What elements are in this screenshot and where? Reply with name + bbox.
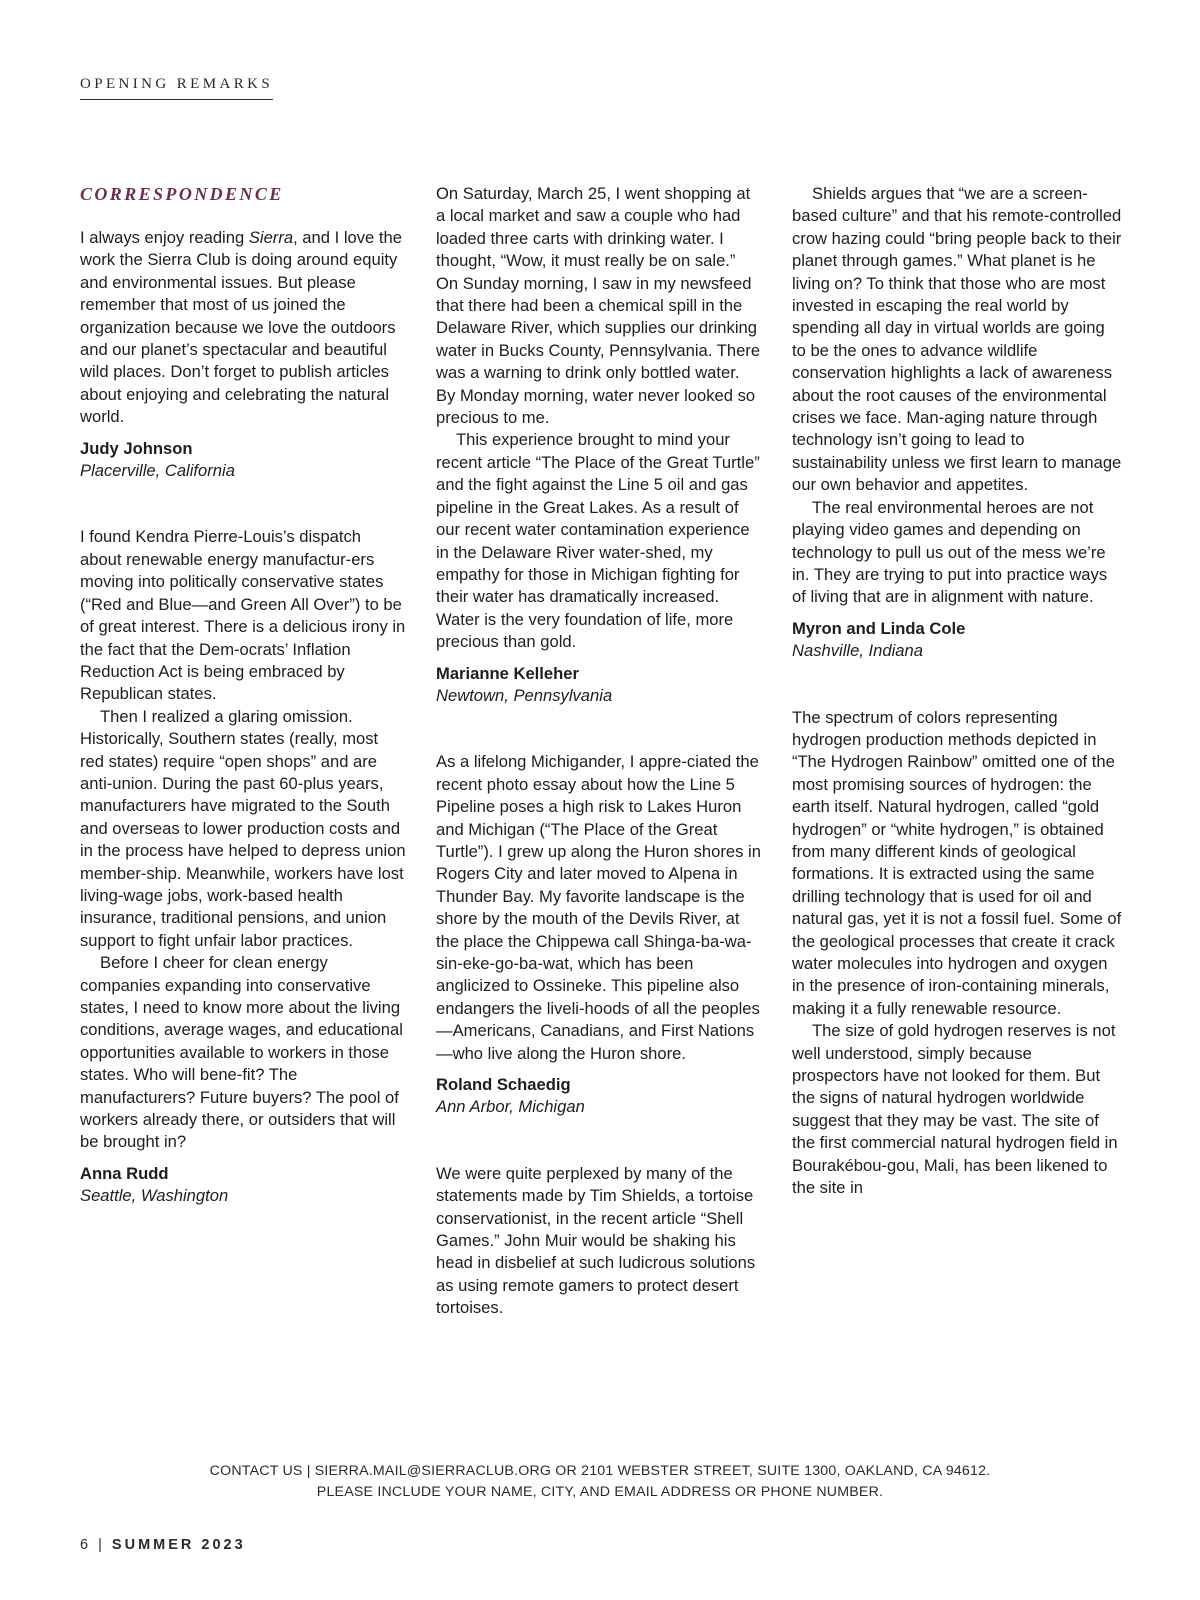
author-location: Ann Arbor, Michigan [436,1097,585,1117]
author-location: Seattle, Washington [80,1186,229,1206]
letter-signature [80,438,406,483]
letter-paragraph: The spectrum of colors representing hydrogen production methods depicted in “The Hydrogen Rainbow” omitted one of the most promising sources of hydrogen: the earth itself. Natural hydrogen, called “gold hydrogen” or “white hydrogen,” is obtained from many different kinds of geological formations. It is extracted using the same drilling technology that is used for oil and natural gas, yet it is not a fossil fuel. Some of the geological processes that create it crack water molecules into hydrogen and oxygen in the presence of iron-containing minerals, making it a fully renewable resource. [792,707,1122,1018]
author-name: Marianne Kelleher [436,663,579,683]
letter-roland-schaedig [436,751,762,1119]
letter-paragraph: The size of gold hydrogen reserves is not well understood, simply because prospectors have not looked for them. But the signs of natural hydrogen worldwide suggest that they may be vast. The site of the first commercial natural hydrogen field in Bourakébou-gou, Mali, has been likened to the site in [792,1021,1118,1198]
letter-paragraph: Then I realized a glaring omission. Historically, Southern states (really, most red states) require “open shops” and are anti-union. During the past 60-plus years, manufacturers have migrated to the South and overseas to lower production costs and in the process have helped to depress union member-ship. Meanwhile, workers have lost living-wage jobs, work-based health insurance, traditional pensions, and union support to fight unfair labor practices. [80,706,406,950]
column-2 [436,183,762,1320]
page-folio [80,1537,246,1553]
column-3 [792,183,1122,1199]
author-name: Anna Rudd [80,1163,169,1183]
letter-signature [792,618,1122,663]
correspondence-heading: CORRESPONDENCE [80,184,284,204]
letter-signature [436,663,762,708]
magazine-title: Sierra [248,228,294,247]
author-name: Myron and Linda Cole [792,618,966,638]
letter-paragraph: Before I cheer for clean energy companies expanding into conservative states, I need to know more about the living conditions, average wages, and educational opportunities available to workers in those states. Who will bene-fit? The manufacturers? Future buyers? The pool of workers already there, or outsiders that will be brought in? [80,953,403,1152]
section-label: OPENING REMARKS [80,76,273,100]
letter-signature [436,1074,762,1119]
letter-hydrogen-rainbow [792,707,1122,1200]
letter-paragraph: We were quite perplexed by many of the statements made by Tim Shields, a tortoise conservationist, in the recent article “Shell Games.” John Muir would be shaking his head in disbelief at such ludicrous solutions as using remote gamers to protect desert tortoises. [436,1163,756,1318]
author-location: Nashville, Indiana [792,641,923,661]
letter-paragraph: I always enjoy reading Sierra, and I love the work the Sierra Club is doing around equity and environmental issues. But please remember that most of us joined the organization because we love the outdoors and our planet’s spectacular and beautiful wild places. Don’t forget to publish articles about enjoying and celebrating the natural world. [80,228,402,427]
letter-signature [80,1163,406,1208]
contact-info [0,1461,1200,1503]
author-name: Roland Schaedig [436,1075,571,1095]
issue-label: SUMMER 2023 [111,1537,246,1553]
letter-paragraph: The real environmental heroes are not playing video games and depending on technology to pull us out of the mess we’re in. They are trying to put into practice ways of living that are in alignment with nature. [792,497,1108,607]
contact-line: CONTACT US | SIERRA.MAIL@SIERRACLUB.ORG OR 2101 WEBSTER STREET, SUITE 1300, OAKLAND, CA 94612. [209,1463,991,1479]
letter-paragraph: On Saturday, March 25, I went shopping at a local market and saw a couple who had loaded three carts with drinking water. I thought, “Wow, it must really be on sale.” On Sunday morning, I saw in my newsfeed that there had been a chemical spill in the Delaware River, which supplies our drinking water in Bucks County, Pennsylvania. There was a warning to drink only bottled water. By Monday morning, water never looked so precious to me. [436,184,761,428]
letter-judy-johnson [80,227,406,482]
letter-anna-rudd [80,526,406,1207]
folio-separator: | [98,1537,105,1553]
letter-paragraph: As a lifelong Michigander, I appre-ciated the recent photo essay about how the Line 5 Pipeline poses a high risk to Lakes Huron and Michigan (“The Place of the Great Turtle”). I grew up along the Huron shores in Rogers City and later moved to Alpena in Thunder Bay. My favorite landscape is the shore by the mouth of the Devils River, at the place the Chippewa call Shinga-ba-wa-sin-eke-go-ba-wat, which has been anglicized to Ossineke. This pipeline also endangers the liveli-hoods of all the peoples—Americans, Canadians, and First Nations—who live along the Huron shore. [436,752,761,1063]
letter-paragraph: Shields argues that “we are a screen-based culture” and that his remote-controlled crow hazing could “bring people back to their planet through games.” What planet is he living on? To think that those who are most invested in escaping the real world by spending all day in virtual worlds are going to be the ones to advance wildlife conservation highlights a lack of awareness about the root causes of the environmental crises we face. Man-aging nature through technology isn’t going to lead to sustainability unless we first learn to manage our own behavior and appetites. [792,184,1122,495]
author-location: Placerville, California [80,461,235,481]
contact-instructions: PLEASE INCLUDE YOUR NAME, CITY, AND EMAIL ADDRESS OR PHONE NUMBER. [316,1484,884,1500]
letter-myron-linda-cole [792,183,1122,663]
letter-paragraph: I found Kendra Pierre-Louis’s dispatch about renewable energy manufactur-ers moving into politically conservative states (“Red and Blue—and Green All Over”) to be of great interest. There is a delicious irony in the fact that the Dem-ocrats’ Inflation Reduction Act is being embraced by Republican states. [80,527,406,704]
page-number: 6 [80,1537,92,1553]
letter-marianne-kelleher [436,183,762,707]
letter-paragraph: This experience brought to mind your recent article “The Place of the Great Turtle” and the fight against the Line 5 oil and gas pipeline in the Great Lakes. As a result of our recent water contamination experience in the Delaware River water-shed, my empathy for those in Michigan fighting for their water has dramatically increased. Water is the very foundation of life, more precious than gold. [436,430,760,652]
column-1 [80,183,406,1208]
author-name: Judy Johnson [80,438,193,458]
author-location: Newtown, Pennsylvania [436,685,613,705]
letter-shell-games [436,1163,762,1320]
